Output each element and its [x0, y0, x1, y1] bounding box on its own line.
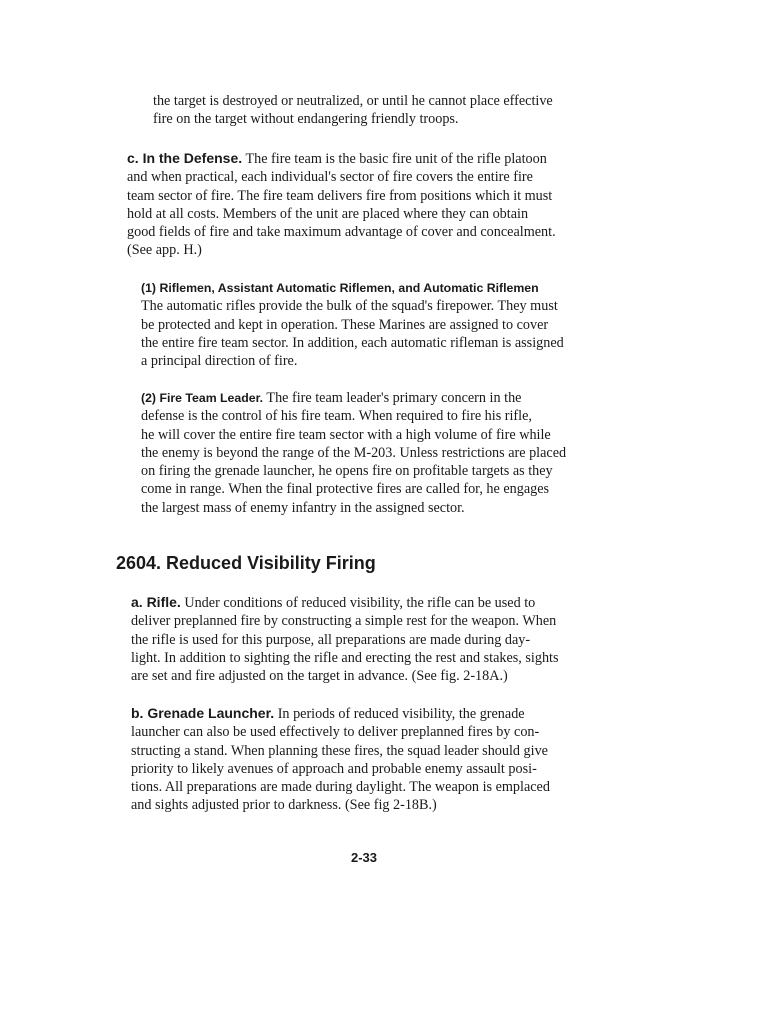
leader-line: come in range. When the final protective fires are called for, he engages — [141, 481, 550, 498]
defense-line: (See app. H.) — [127, 242, 202, 259]
rifle-label: a. Rifle. — [131, 594, 181, 610]
launcher-paragraph — [131, 704, 550, 815]
launcher-line: structing a stand. When planning these fires, the squad leader should give — [131, 742, 548, 759]
riflemen-paragraph — [141, 279, 564, 370]
launcher-line: launcher can also be used effectively to deliver preplanned fires by con- — [131, 724, 540, 741]
leader-line: The fire team leader's primary concern in the — [266, 390, 522, 406]
leader-paragraph — [141, 389, 566, 517]
defense-line: hold at all costs. Members of the unit are placed where they can obtain — [127, 205, 529, 222]
defense-line: and when practical, each individual's sector of fire covers the entire fire — [127, 169, 533, 186]
intro-paragraph — [153, 92, 553, 129]
riflemen-line: The automatic rifles provide the bulk of the squad's firepower. They must — [141, 298, 558, 315]
riflemen-line: the entire fire team sector. In addition, each automatic rifleman is assigned — [141, 334, 564, 351]
launcher-line: In periods of reduced visibility, the grenade — [277, 706, 525, 722]
defense-label: c. In the Defense. — [127, 150, 243, 166]
defense-line: The fire team is the basic fire unit of the rifle platoon — [245, 151, 547, 167]
defense-line: good fields of fire and take maximum advantage of cover and concealment. — [127, 224, 556, 241]
defense-line: team sector of fire. The fire team delivers fire from positions which it must — [127, 187, 553, 204]
riflemen-label: (1) Riflemen, Assistant Automatic Riflemen, and Automatic Riflemen — [141, 281, 539, 295]
leader-line: defense is the control of his fire team. When required to fire his rifle, — [141, 408, 532, 425]
defense-paragraph — [127, 149, 556, 260]
intro-line: the target is destroyed or neutralized, or until he cannot place effective — [153, 93, 553, 109]
rifle-line: are set and fire adjusted on the target in advance. (See fig. 2-18A.) — [131, 668, 508, 685]
launcher-line: priority to likely avenues of approach and probable enemy assault posi- — [131, 760, 537, 777]
riflemen-line: be protected and kept in operation. These Marines are assigned to cover — [141, 316, 549, 333]
leader-label: (2) Fire Team Leader. — [141, 391, 264, 405]
launcher-line: tions. All preparations are made during daylight. The weapon is emplaced — [131, 779, 550, 796]
rifle-line: Under conditions of reduced visibility, the rifle can be used to — [184, 595, 536, 611]
intro-line: fire on the target without endangering friendly troops. — [153, 111, 459, 128]
leader-line: the largest mass of enemy infantry in the assigned sector. — [141, 499, 465, 516]
rifle-line: the rifle is used for this purpose, all preparations are made during day- — [131, 631, 531, 648]
leader-line: he will cover the entire fire team sector with a high volume of fire while — [141, 426, 551, 443]
page-number: 2-33 — [351, 850, 378, 865]
leader-line: the enemy is beyond the range of the M-203. Unless restrictions are placed — [141, 444, 567, 461]
rifle-line: light. In addition to sighting the rifle and erecting the rest and stakes, sights — [131, 649, 559, 666]
section-heading: 2604. Reduced Visibility Firing — [116, 553, 376, 573]
rifle-paragraph — [131, 593, 559, 685]
launcher-label: b. Grenade Launcher. — [131, 705, 275, 721]
leader-line: on firing the grenade launcher, he opens fire on profitable targets as they — [141, 463, 553, 480]
rifle-line: deliver preplanned fire by constructing a simple rest for the weapon. When — [131, 613, 557, 630]
riflemen-line: a principal direction of fire. — [141, 353, 298, 370]
launcher-line: and sights adjusted prior to darkness. (See fig 2-18B.) — [131, 797, 437, 814]
